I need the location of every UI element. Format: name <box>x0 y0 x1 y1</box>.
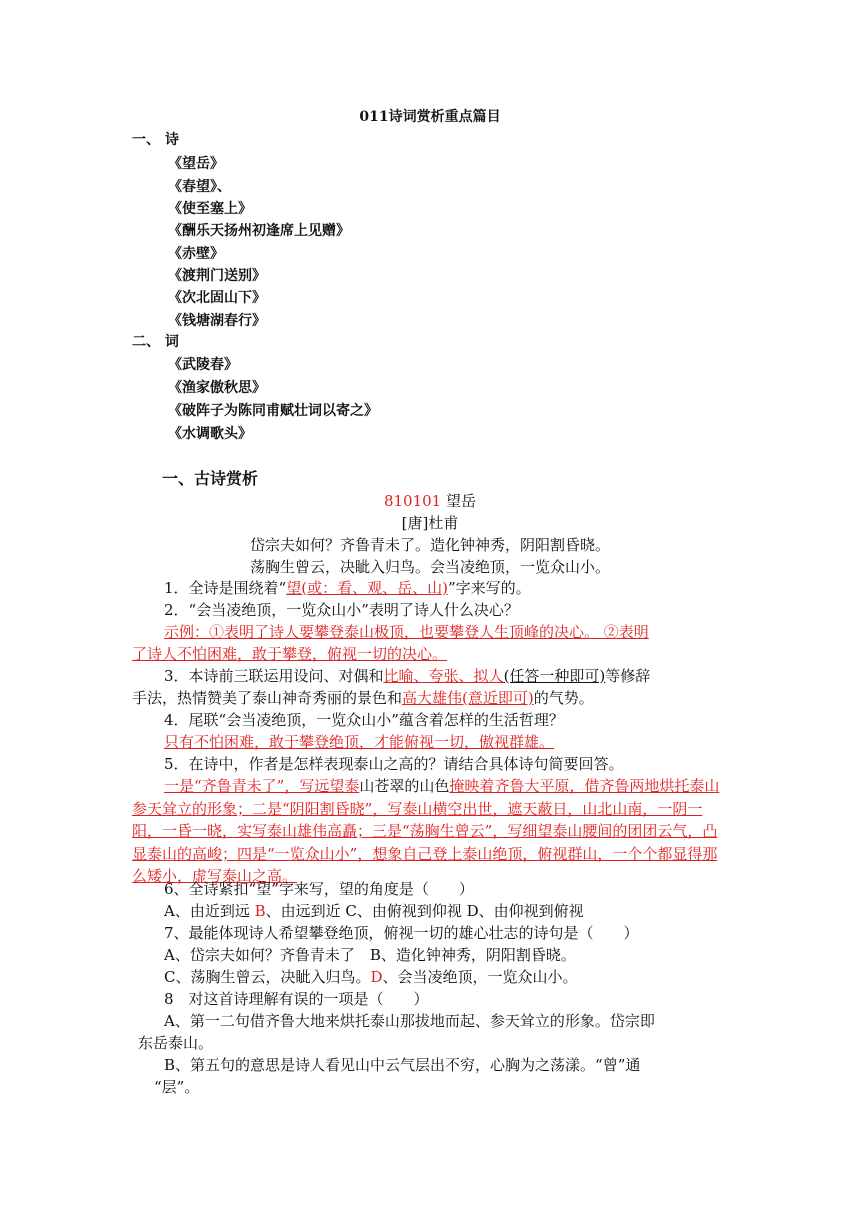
question-6: 6、全诗紧扣“望”字来写，望的角度是（ ） <box>164 880 474 898</box>
answer-2-cont: 了诗人不怕困难，敢于攀登，俯视一切的决心。 <box>132 645 448 663</box>
section-heading-poems: 一、 诗 <box>132 132 179 148</box>
ci-list-item: 《水调歌头》 <box>168 426 252 442</box>
question-7-options-ab: A、岱宗夫如何？齐鲁青未了 B、造化钟神秀，阴阳割昏晓。 <box>164 946 576 964</box>
poem-line: 岱宗夫如何？齐鲁青未了。造化钟神秀，阴阳割昏晓。 <box>249 536 610 554</box>
poem-author: [唐]杜甫 <box>401 514 459 532</box>
question-3-cont: 手法，热情赞美了泰山神奇秀丽的景色和高大雄伟(意近即可)的气势。 <box>132 689 594 707</box>
question-6-options: A、由近到远 B、由远到近 C、由俯视到仰视 D、由仰视到俯视 <box>164 902 584 920</box>
answer-4: 只有不怕困难，敢于攀登绝顶，才能俯视一切，傲视群雄。 <box>164 733 555 751</box>
poem-list-item: 《使至塞上》 <box>168 201 252 217</box>
poem-code: 810101 <box>383 492 442 510</box>
ci-list-item: 《武陵春》 <box>168 357 238 373</box>
ci-list-item: 《渔家傲秋思》 <box>168 380 266 396</box>
question-3: 3．本诗前三联运用设问、对偶和比喻、夸张、拟人(任答一种即可)等修辞 <box>164 667 651 685</box>
poem-list-item: 《望岳》 <box>168 156 224 172</box>
answer-1: 望(或：看、观、岳、山) <box>286 579 448 597</box>
question-5: 5．在诗中，作者是怎样表现泰山之高的？请结合具体诗句简要回答。 <box>164 755 624 773</box>
poem-heading <box>0 490 860 511</box>
poem-title: 望岳 <box>446 492 477 510</box>
poem-list-item: 《钱塘湖春行》 <box>168 313 266 329</box>
answer-3a: 比喻、夸张、拟人 <box>383 667 504 685</box>
ci-list-item: 《破阵子为陈同甫赋壮词以寄之》 <box>168 403 378 419</box>
question-4: 4．尾联“会当凌绝顶，一览众山小”蕴含着怎样的生活哲理？ <box>164 711 564 729</box>
question-8-option-a-cont: 东岳泰山。 <box>138 1034 214 1052</box>
analysis-heading: 一、古诗赏析 <box>162 469 259 488</box>
answer-2: 示例：①表明了诗人要攀登泰山极顶，也要攀登人生顶峰的决心。 ②表明 <box>164 623 649 641</box>
question-2: 2．“会当凌绝顶，一览众山小”表明了诗人什么决心？ <box>164 601 519 619</box>
answer-3b: 高大雄伟(意近即可) <box>402 689 534 707</box>
answer-7: D <box>370 968 383 986</box>
poem-line: 荡胸生曾云，决眦入归鸟。会当凌绝顶，一览众山小。 <box>249 558 610 576</box>
page-title: 011诗词赏析重点篇目 <box>359 109 501 125</box>
poem-list-item: 《次北固山下》 <box>168 290 266 306</box>
section-heading-ci: 二、 词 <box>132 334 179 350</box>
poem-list-item: 《酬乐天扬州初逢席上见赠》 <box>168 223 350 239</box>
question-7-options-cd: C、荡胸生曾云，决眦入归鸟。D、会当凌绝顶，一览众山小。 <box>164 968 578 986</box>
poem-list-item: 《渡荆门送别》 <box>168 268 266 284</box>
poem-list-item: 《春望》、 <box>168 179 231 195</box>
question-8-option-a: A、第一二句借齐鲁大地来烘托泰山那拔地而起、参天耸立的形象。岱宗即 <box>164 1012 655 1030</box>
question-8: 8 对这首诗理解有误的一项是（ ） <box>164 990 429 1008</box>
answer-6: B <box>254 902 266 920</box>
poem-list-item: 《赤壁》 <box>168 246 224 262</box>
question-8-option-b-cont: “层”。 <box>154 1078 200 1096</box>
question-1: 1．全诗是围绕着“望(或：看、观、岳、山)”字来写的。 <box>164 579 531 597</box>
question-8-option-b: B、第五句的意思是诗人看见山中云气层出不穷，心胸为之荡漾。“曾”通 <box>164 1056 641 1074</box>
question-7: 7、最能体现诗人希望攀登绝顶，俯视一切的雄心壮志的诗句是（ ） <box>164 924 639 942</box>
answer-5: 一是“齐鲁青未了”，写远望泰山苍翠的山色掩映着齐鲁大平原，借齐鲁两地烘托泰山参天耸立的形象；二是“阴阳割昏晓”，写泰山横空出世，遮天蔽日，山北山南，一阴一阳，一昏一晓，实写泰山雄伟高矗；三是“荡胸生曾云”，写细望泰山腰间的团团云气，凸显泰山的高峻；四是“一览众山小”，想象自己登上泰山绝顶，俯视群山，一个个都显得那么矮小，虚写泰山之高。 <box>132 777 720 885</box>
